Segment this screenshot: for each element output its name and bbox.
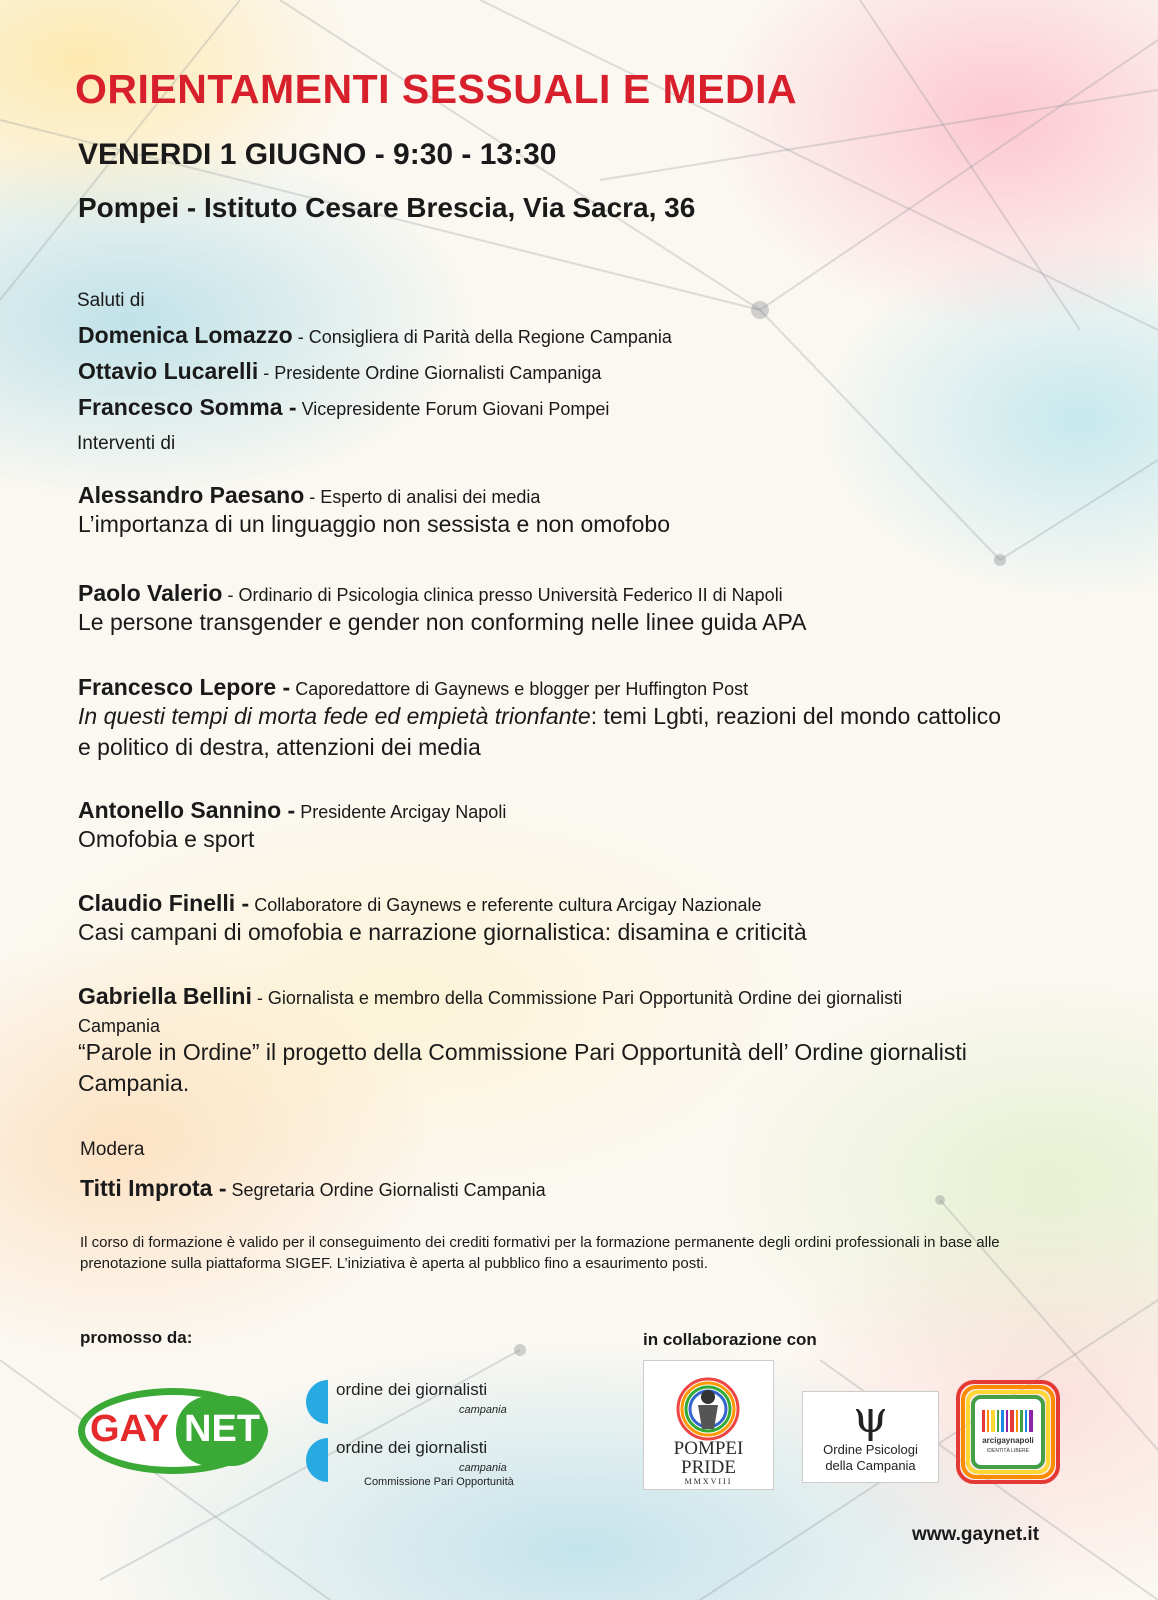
- talk-title: Omofobia e sport: [78, 826, 255, 852]
- speaker-name: Paolo Valerio: [78, 580, 223, 606]
- odg-campania-logo: [304, 1378, 534, 1426]
- talk-title: L’importanza di un linguaggio non sessista e non omofobo: [78, 511, 671, 537]
- greetings-label: Saluti di: [77, 290, 145, 311]
- speaker-name: Antonello Sannino -: [78, 797, 296, 823]
- pompei-pride-logo: [643, 1360, 774, 1490]
- moderator-label: Modera: [80, 1139, 145, 1160]
- speaker-role: Vicepresidente Forum Giovani Pompei: [296, 399, 610, 419]
- speaker-role: Segretaria Ordine Giornalisti Campania: [226, 1180, 546, 1200]
- speaker-block: [78, 580, 1078, 638]
- odg-pari-opportunita-logo: [304, 1436, 534, 1492]
- talk-title: Le persone transgender e gender non conforming nelle linee guida APA: [78, 609, 807, 635]
- event-date-time: VENERDI 1 GIUGNO - 9:30 - 13:30: [78, 138, 557, 171]
- talk-title: “Parole in Ordine” il progetto della Commissione Pari Opportunità dell’ Ordine giornalisti Campania.: [78, 1039, 967, 1096]
- speaker-name: Claudio Finelli -: [78, 890, 250, 916]
- ordine-psicologi-line2: della Campania: [825, 1458, 916, 1473]
- speaker-block: [78, 674, 1008, 763]
- speaker-name: Francesco Somma -: [78, 394, 297, 420]
- website-url: www.gaynet.it: [912, 1524, 1040, 1545]
- speaker-block: [78, 797, 1078, 855]
- talk-title: Casi campani di omofobia e narrazione giornalistica: disamina e criticità: [78, 919, 807, 945]
- talk-title-italic: In questi tempi di morta fede ed empietà trionfante: [78, 703, 591, 729]
- speaker-role: - Consigliera di Parità della Regione Campania: [292, 327, 672, 347]
- odg-logo-subtitle: campania: [459, 1404, 507, 1416]
- event-venue: Pompei - Istituto Cesare Brescia, Via Sacra, 36: [78, 192, 696, 223]
- odg-logo-mark: [304, 1378, 338, 1426]
- odg-logo-subtitle: campania: [459, 1462, 507, 1474]
- event-title: ORIENTAMENTI SESSUALI E MEDIA: [75, 66, 798, 112]
- speaker-name: Domenica Lomazzo: [78, 322, 293, 348]
- greeting-item: [78, 394, 609, 421]
- speaker-role: Presidente Arcigay Napoli: [295, 802, 507, 822]
- greeting-item: [78, 322, 672, 349]
- odg-logo-title: ordine dei giornalisti: [336, 1380, 488, 1399]
- pompei-pride-line2: PRIDE: [681, 1457, 736, 1478]
- speaker-role: - Presidente Ordine Giornalisti Campaniga: [258, 363, 602, 383]
- speaker-role: Collaboratore di Gaynews e referente cultura Arcigay Nazionale: [249, 895, 762, 915]
- training-credits-note: Il corso di formazione è valido per il conseguimento dei crediti formativi per la formazione permanente degli ordini professionali in base alle prenotazione sulla piattaforma SIGEF. L’iniziativa è aperta al pubblico fino a esaurimento posti.: [80, 1234, 1000, 1272]
- arcigay-logo-tagline: IDENTITÀ LIBERE: [987, 1448, 1029, 1454]
- interventions-label: Interventi di: [77, 433, 176, 454]
- gaynet-logo-text-gay: GAY: [90, 1408, 169, 1450]
- speaker-name: Ottavio Lucarelli: [78, 358, 259, 384]
- talk-title: In questi tempi di morta fede ed empietà trionfante: temi Lgbti, reazioni del mondo cattolico e politico di destra, attenzioni dei media: [78, 703, 1002, 760]
- speaker-role: - Esperto di analisi dei media: [304, 487, 541, 507]
- odg-logo-commission: Commissione Pari Opportunità: [364, 1476, 514, 1488]
- pompei-pride-line1: POMPEI: [673, 1438, 744, 1459]
- gaynet-logo: [76, 1386, 270, 1476]
- speaker-role-continued: Campania: [78, 1016, 161, 1036]
- psi-icon: ψ: [853, 1392, 888, 1443]
- odg-logo-mark: [304, 1436, 338, 1484]
- collaboration-label: in collaborazione con: [643, 1330, 817, 1349]
- speaker-name: Gabriella Bellini: [78, 983, 252, 1009]
- arcigay-napoli-logo: [956, 1380, 1060, 1484]
- greeting-item: [78, 358, 601, 385]
- speaker-role: - Ordinario di Psicologia clinica presso Università Federico II di Napoli: [222, 585, 783, 605]
- speaker-block: [78, 482, 1078, 540]
- ordine-psicologi-logo: [802, 1391, 939, 1483]
- speaker-role: - Giornalista e membro della Commissione Pari Opportunità Ordine dei giornalisti: [251, 988, 903, 1008]
- odg-logo-title: ordine dei giornalisti: [336, 1438, 488, 1457]
- ordine-psicologi-line1: Ordine Psicologi: [823, 1442, 918, 1457]
- speaker-name: Titti Improta -: [80, 1175, 227, 1201]
- gaynet-logo-text-net: NET: [184, 1408, 260, 1450]
- arcigay-rainbow-square: [956, 1380, 1060, 1484]
- promoted-by-label: promosso da:: [80, 1328, 193, 1347]
- speaker-name: Alessandro Paesano: [78, 482, 305, 508]
- speaker-block: [78, 983, 1013, 1099]
- moderator: [80, 1175, 546, 1202]
- speaker-block: [78, 890, 1078, 948]
- speaker-role: Caporedattore di Gaynews e blogger per Huffington Post: [290, 679, 749, 699]
- speaker-name: Francesco Lepore -: [78, 674, 291, 700]
- arcigay-logo-name: arcigaynapoli: [982, 1436, 1034, 1445]
- pompei-pride-line3: MMXVIII: [684, 1477, 733, 1486]
